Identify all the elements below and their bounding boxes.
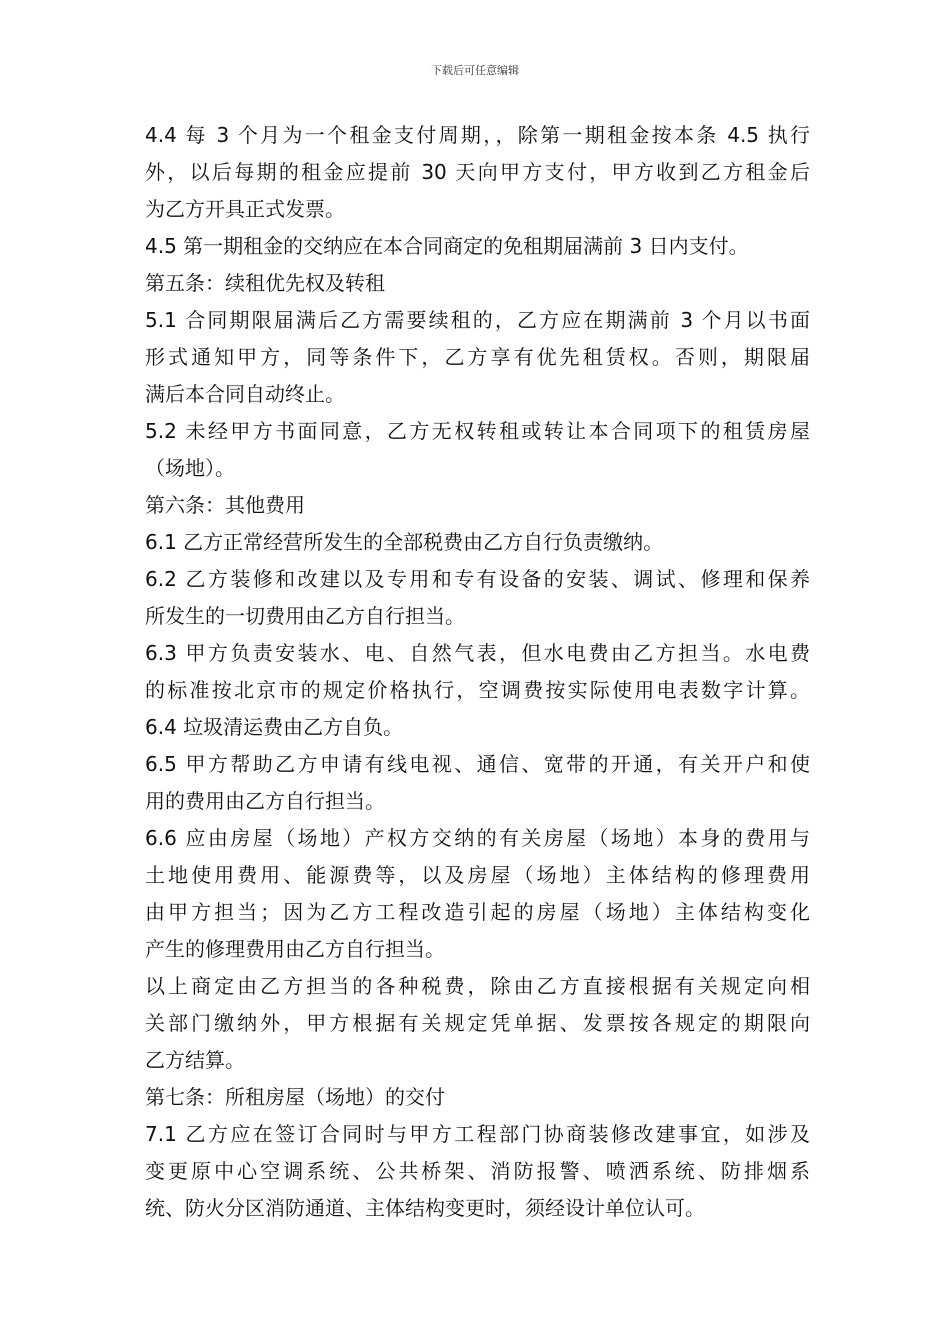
text-line: 乙方结算。 <box>145 1048 245 1072</box>
text-line: 5.1 合同期限届满后乙方需要续租的，乙方应在期满前 3 个月以书面 <box>145 308 810 332</box>
text-line: （场地）。 <box>145 456 235 480</box>
text-line: 变更原中心空调系统、公共桥架、消防报警、喷洒系统、防排烟系 <box>145 1159 810 1183</box>
text-line: 满后本合同自动终止。 <box>145 382 345 406</box>
text-line: 外，以后每期的租金应提前 30 天向甲方支付，甲方收到乙方租金后 <box>145 160 810 184</box>
text-line: 关部门缴纳外，甲方根据有关规定凭单据、发票按各规定的期限向 <box>145 1011 810 1035</box>
text-line: 由甲方担当；因为乙方工程改造引起的房屋（场地）主体结构变化 <box>145 900 810 924</box>
text-line: 第五条：续租优先权及转租 <box>145 271 385 295</box>
document-body <box>145 117 810 1227</box>
text-line: 6.5 甲方帮助乙方申请有线电视、通信、宽带的开通，有关开户和使 <box>145 752 810 776</box>
text-line: 4.5 第一期租金的交纳应在本合同商定的免租期届满前 3 日内支付。 <box>145 234 749 258</box>
text-line: 第七条：所租房屋（场地）的交付 <box>145 1085 445 1109</box>
text-line: 统、防火分区消防通道、主体结构变更时，须经设计单位认可。 <box>145 1196 705 1220</box>
text-line: 产生的修理费用由乙方自行担当。 <box>145 937 445 961</box>
text-line: 4.4 每 3 个月为一个租金支付周期，，除第一期租金按本条 4.5 执行 <box>145 123 810 147</box>
text-line: 以上商定由乙方担当的各种税费，除由乙方直接根据有关规定向相 <box>145 974 810 998</box>
text-line: 5.2 未经甲方书面同意，乙方无权转租或转让本合同项下的租赁房屋 <box>145 419 810 443</box>
text-line: 用的费用由乙方自行担当。 <box>145 789 385 813</box>
text-line: 形式通知甲方，同等条件下，乙方享有优先租赁权。否则，期限届 <box>145 345 810 369</box>
text-line: 6.6 应由房屋（场地）产权方交纳的有关房屋（场地）本身的费用与 <box>145 826 810 850</box>
text-line: 6.2 乙方装修和改建以及专用和专有设备的安装、调试、修理和保养 <box>145 567 810 591</box>
text-line: 6.4 垃圾清运费由乙方自负。 <box>145 715 404 739</box>
text-line: 的标准按北京市的规定价格执行，空调费按实际使用电表数字计算。 <box>145 678 810 702</box>
text-line: 6.1 乙方正常经营所发生的全部税费由乙方自行负责缴纳。 <box>145 530 664 554</box>
text-line: 6.3 甲方负责安装水、电、自然气表，但水电费由乙方担当。水电费 <box>145 641 810 665</box>
text-line: 为乙方开具正式发票。 <box>145 197 345 221</box>
page-header: 下载后可任意编辑 <box>431 64 519 77</box>
text-line: 7.1 乙方应在签订合同时与甲方工程部门协商装修改建事宜，如涉及 <box>145 1122 810 1146</box>
text-line: 土地使用费用、能源费等，以及房屋（场地）主体结构的修理费用 <box>145 863 810 887</box>
text-line: 所发生的一切费用由乙方自行担当。 <box>145 604 465 628</box>
text-line: 第六条：其他费用 <box>145 493 305 517</box>
